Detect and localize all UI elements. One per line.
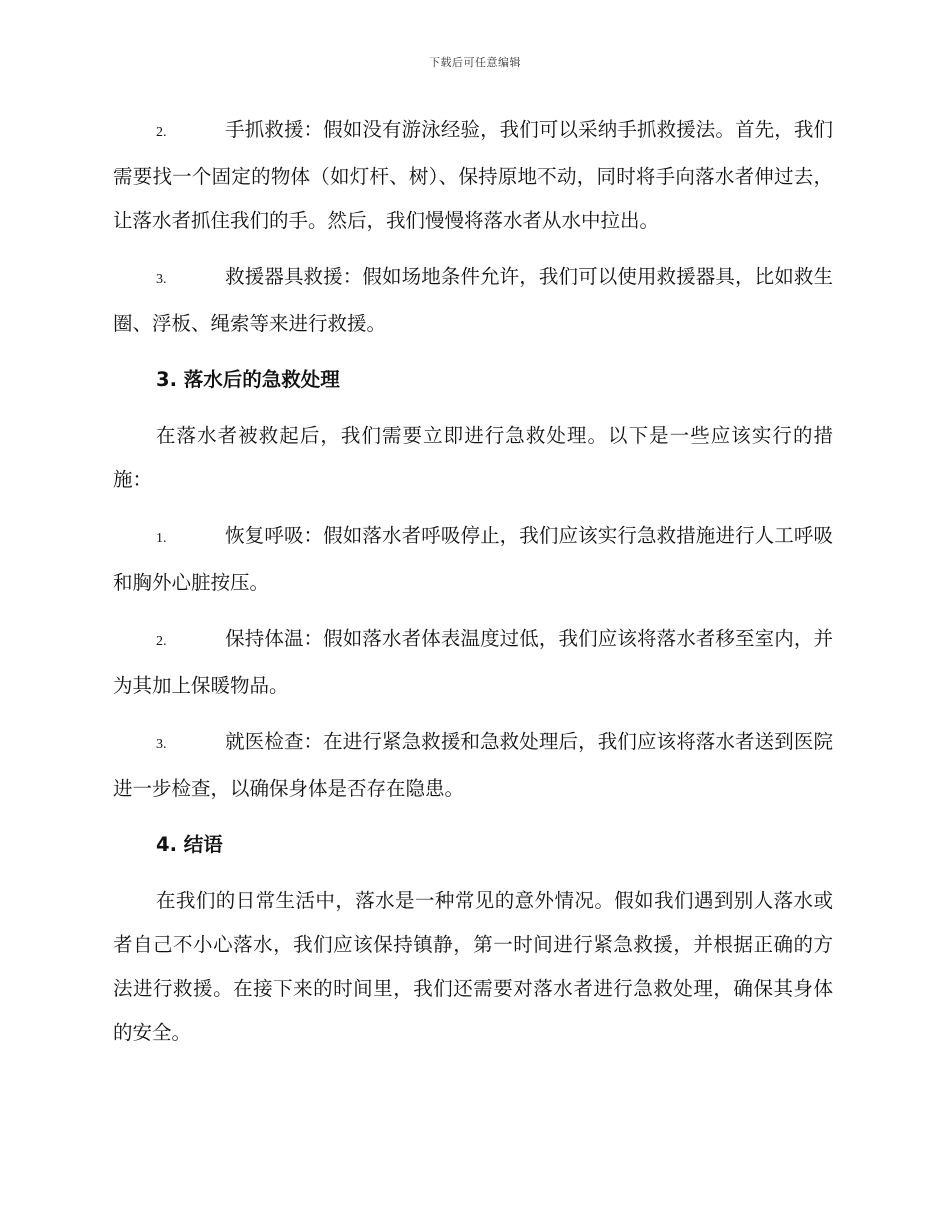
list-item-number: 1. — [156, 531, 167, 546]
list-item — [113, 514, 833, 605]
list-item-text: 就医检查：在进行紧急救援和急救处理后，我们应该将落水者送到医院进一步检查，以确保身体是否存在隐患。 — [113, 730, 833, 800]
list-item-text: 手抓救援：假如没有游泳经验，我们可以采纳手抓救援法。首先，我们需要找一个固定的物体（如灯杆、树）、保持原地不动，同时将手向落水者伸过去，让落水者抓住我们的手。然后，我们慢慢将落水者从水中拉出。 — [113, 118, 833, 232]
list-item-text: 保持体温：假如落水者体表温度过低，我们应该将落水者移至室内，并为其加上保暖物品。 — [113, 627, 833, 697]
document-body — [113, 108, 833, 1067]
list-item — [113, 720, 833, 811]
section-heading: 3. 落水后的急救处理 — [156, 368, 340, 391]
list-item-number: 3. — [156, 737, 167, 752]
section-intro: 在落水者被救起后，我们需要立即进行急救处理。以下是一些应该实行的措施： — [113, 424, 833, 491]
section-heading: 4. 结语 — [156, 833, 223, 856]
conclusion-paragraph: 在我们的日常生活中，落水是一种常见的意外情况。假如我们遇到别人落水或者自己不小心落水，我们应该保持镇静，第一时间进行紧急救援，并根据正确的方法进行救援。在接下来的时间里，我们还需要对落水者进行急救处理，确保其身体的安全。 — [113, 889, 833, 1044]
list-item — [113, 617, 833, 708]
page-header: 下载后可任意编辑 — [429, 56, 521, 69]
list-item-number: 2. — [156, 634, 167, 649]
list-item — [113, 108, 833, 243]
list-item-text: 恢复呼吸：假如落水者呼吸停止，我们应该实行急救措施进行人工呼吸和胸外心脏按压。 — [113, 524, 833, 594]
list-item-text: 救援器具救援：假如场地条件允许，我们可以使用救援器具，比如救生圈、浮板、绳索等来进行救援。 — [113, 265, 833, 335]
list-item — [113, 255, 833, 346]
list-item-number: 2. — [156, 125, 167, 140]
list-item-number: 3. — [156, 272, 167, 287]
